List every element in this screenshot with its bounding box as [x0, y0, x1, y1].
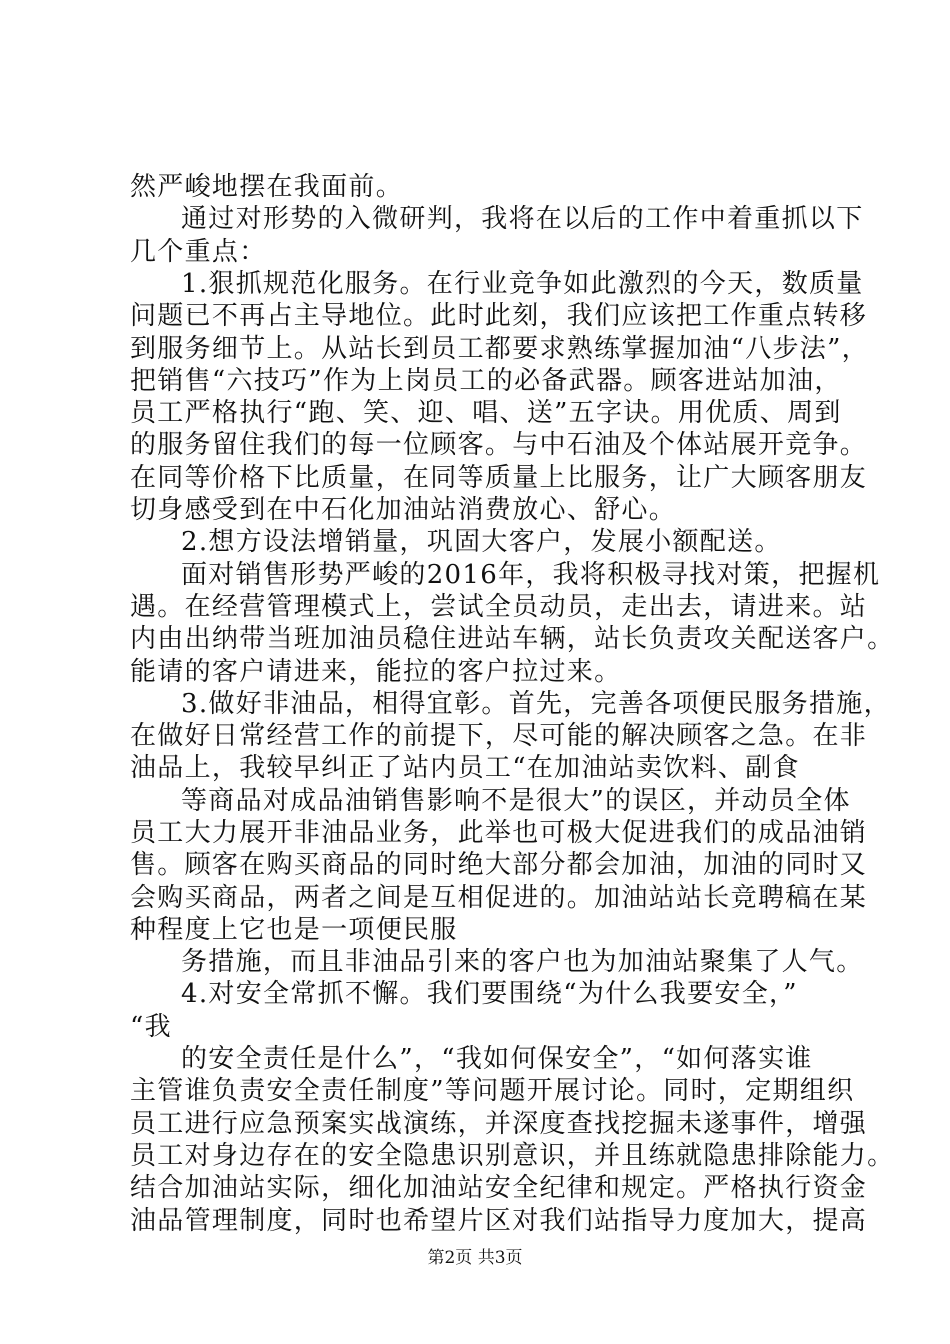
text-line: 结合加油站实际，细化加油站安全纪律和规定。严格执行资金 [130, 1173, 868, 1203]
text-line: 种程度上它也是一项便民服 [130, 915, 458, 945]
text-line: 员工大力展开非油品业务，此举也可极大促进我们的成品油销 [130, 818, 868, 848]
text-line: 员工对身边存在的安全隐患识别意识，并且练就隐患排除能力。 [130, 1141, 895, 1171]
text-line: “我 [130, 1012, 172, 1042]
text-line: 内由出纳带当班加油员稳住进站车辆，站长负责攻关配送客户。 [130, 624, 895, 654]
text-line: 遇。在经营管理模式上，尝试全员动员，走出去，请进来。站 [130, 592, 868, 622]
text-line: 问题已不再占主导地位。此时此刻，我们应该把工作重点转移 [130, 301, 868, 331]
text-line: 等商品对成品油销售影响不是很大”的误区，并动员全体 [181, 786, 851, 816]
text-line: 售。顾客在购买商品的同时绝大部分都会加油，加油的同时又 [130, 850, 868, 880]
text-line: 务措施，而且非油品引来的客户也为加油站聚集了人气。 [181, 947, 864, 977]
text-line: 切身感受到在中石化加油站消费放心、舒心。 [130, 495, 677, 525]
text-line: 2.想方设法增销量，巩固大客户，发展小额配送。 [181, 527, 782, 557]
text-line: 4.对安全常抓不懈。我们要围绕“为什么我要安全，” [181, 979, 798, 1009]
text-line: 油品上，我较早纠正了站内员工“在加油站卖饮料、副食 [130, 753, 800, 783]
text-line: 主管谁负责安全责任制度”等问题开展讨论。同时，定期组织 [130, 1076, 855, 1106]
text-line: 能请的客户请进来，能拉的客户拉过来。 [130, 657, 622, 687]
text-line: 通过对形势的入微研判，我将在以后的工作中着重抓以下 [181, 204, 864, 234]
text-line: 员工严格执行“跑、笑、迎、唱、送”五字诀。用优质、周到 [130, 398, 842, 428]
text-line: 面对销售形势严峻的2016年，我将积极寻找对策，把握机 [181, 560, 881, 590]
text-line: 把销售“六技巧”作为上岗员工的必备武器。顾客进站加油， [130, 366, 842, 396]
text-line: 在做好日常经营工作的前提下，尽可能的解决顾客之急。在非 [130, 721, 868, 751]
text-line: 然严峻地摆在我面前。 [130, 172, 404, 202]
page-number-footer: 第2页 共3页 [427, 1248, 523, 1268]
text-line: 几个重点： [130, 237, 267, 267]
text-line: 3.做好非油品，相得宜彰。首先，完善各项便民服务措施， [181, 689, 891, 719]
text-line: 员工进行应急预案实战演练，并深度查找挖掘未遂事件，增强 [130, 1109, 868, 1139]
text-line: 1.狠抓规范化服务。在行业竞争如此激烈的今天，数质量 [181, 269, 864, 299]
text-line: 在同等价格下比质量，在同等质量上比服务，让广大顾客朋友 [130, 463, 868, 493]
text-line: 油品管理制度，同时也希望片区对我们站指导力度加大，提高 [130, 1206, 868, 1236]
text-line: 的服务留住我们的每一位顾客。与中石油及个体站展开竞争。 [130, 430, 868, 460]
text-line: 会购买商品，两者之间是互相促进的。加油站站长竞聘稿在某 [130, 883, 868, 913]
text-line: 的安全责任是什么”，“我如何保安全”，“如何落实谁 [181, 1044, 813, 1074]
text-line: 到服务细节上。从站长到员工都要求熟练掌握加油“八步法”， [130, 334, 869, 364]
